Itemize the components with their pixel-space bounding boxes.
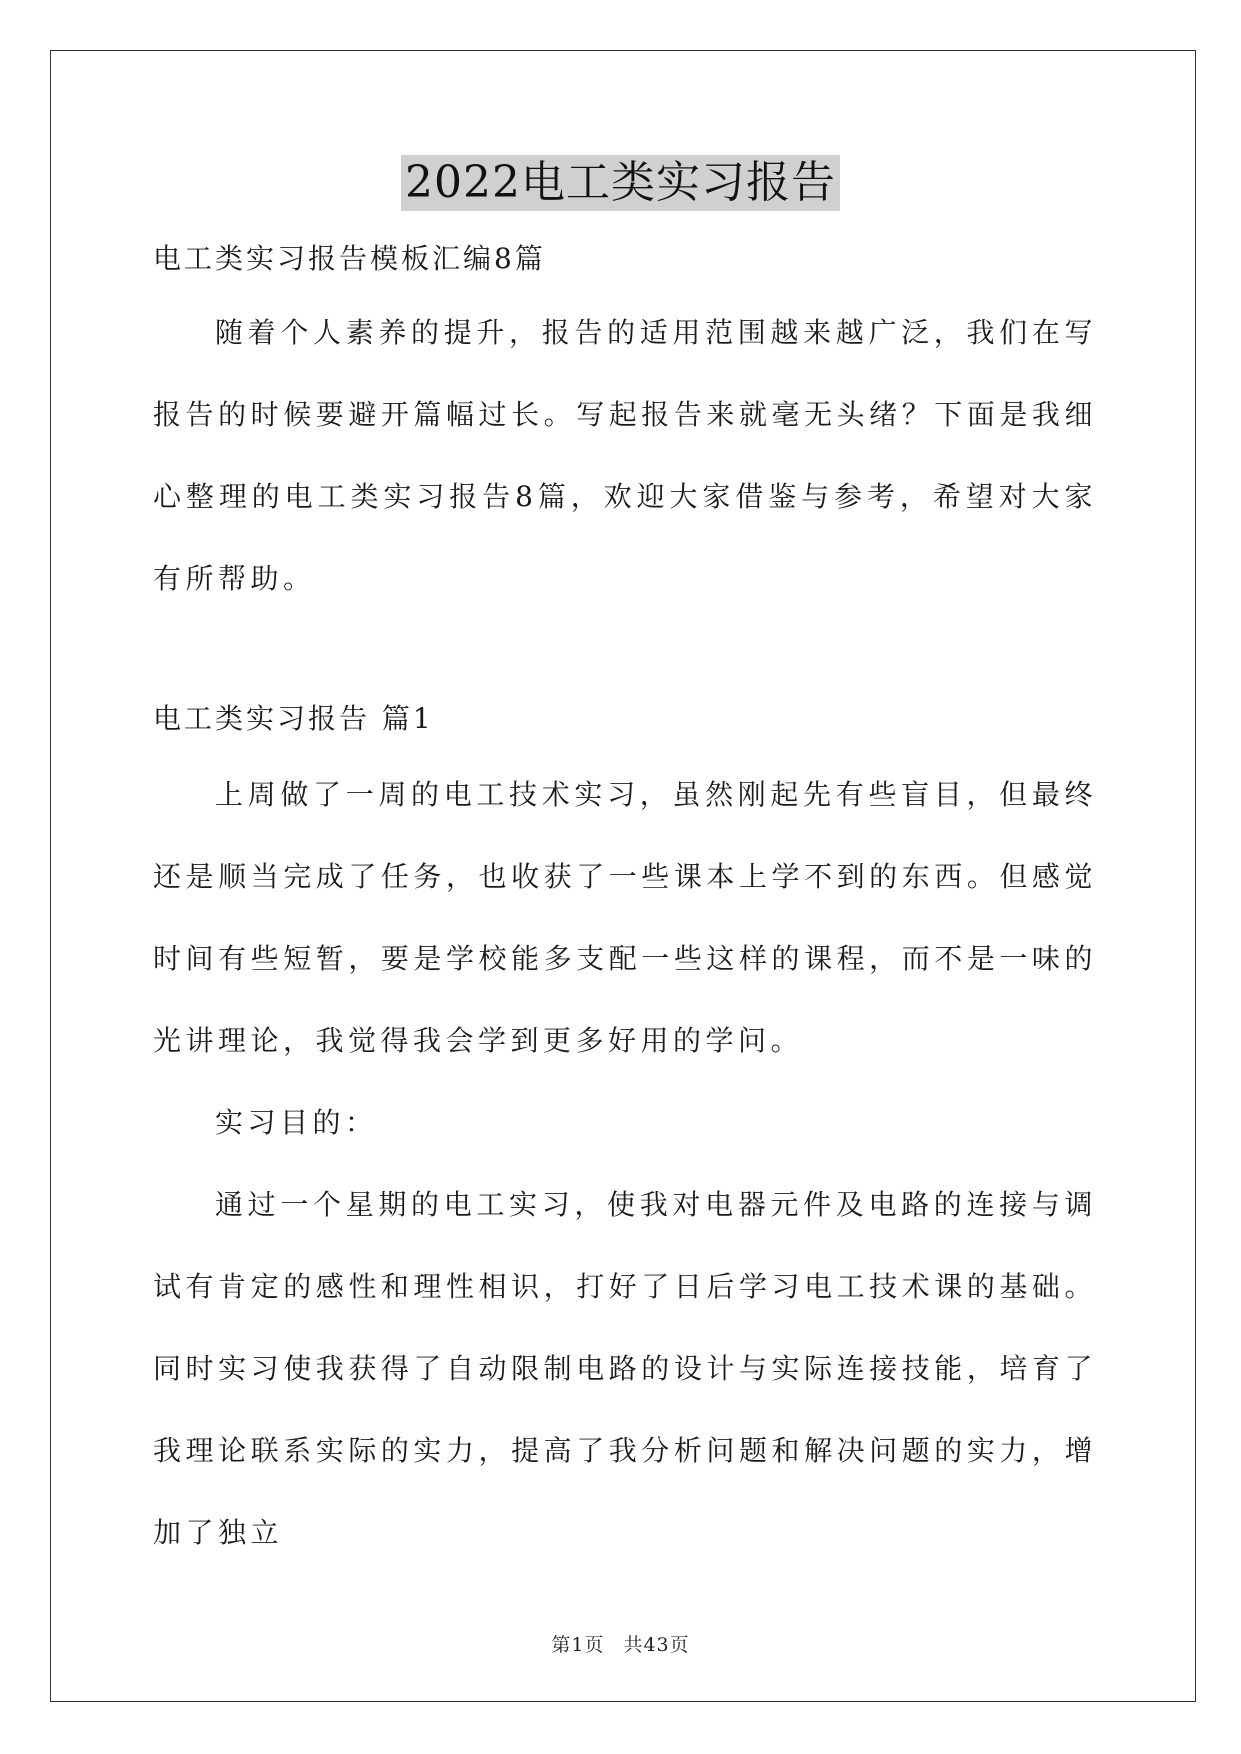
section-paragraph: 通过一个星期的电工实习，使我对电器元件及电路的连接与调试有肯定的感性和理性相识，打好了日后学习电工技术课的基础。同时实习使我获得了自动限制电路的设计与实际连接技能，培育了我理论联系实际的实力，提高了我分析问题和解决问题的实力，增加了独立 [153,1188,1097,1549]
section-label: 实习目的： [215,1106,378,1139]
section-spacer [153,620,1097,696]
section-paragraph: 上周做了一周的电工技术实习，虽然刚起先有些盲目，但最终还是顺当完成了任务，也收获了一些课本上学不到的东西。但感觉时间有些短暂，要是学校能多支配一些这样的课程，而不是一味的光讲理论，我觉得我会学到更多好用的学问。 [153,778,1097,1057]
document-body [153,236,1097,1574]
intro-paragraph: 随着个人素养的提升，报告的适用范围越来越广泛，我们在写报告的时候要避开篇幅过长。写起报告来就毫无头绪？下面是我细心整理的电工类实习报告8篇，欢迎大家借鉴与参考，希望对大家有所帮助。 [153,316,1097,595]
page-number-current: 第1页 [551,1634,605,1656]
page-footer [0,1630,1241,1657]
title-container [0,155,1241,211]
document-subtitle: 电工类实习报告模板汇编8篇 [153,242,546,275]
section-heading: 电工类实习报告 篇1 [153,702,434,735]
page-number-total: 共43页 [623,1634,690,1656]
document-title: 2022电工类实习报告 [401,155,840,211]
